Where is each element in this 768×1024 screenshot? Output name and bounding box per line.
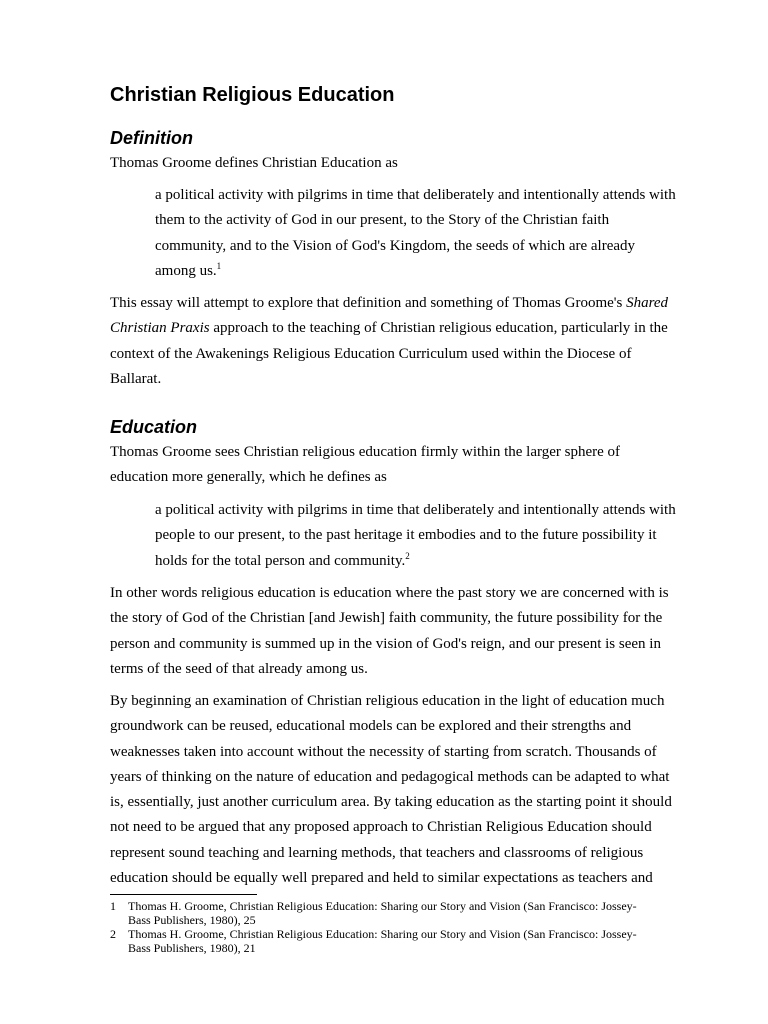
footnote-line: Bass Publishers, 1980), 21 bbox=[128, 941, 256, 955]
essay-line: Ballarat. bbox=[110, 370, 162, 387]
footnote-separator bbox=[110, 894, 257, 895]
quote-line: people to our present, to the past heritage it embodies and to the future possibility it bbox=[155, 527, 657, 544]
quote-line: holds for the total person and community. bbox=[155, 552, 406, 569]
page-title: Christian Religious Education bbox=[110, 84, 395, 106]
essay-italic-text: Shared bbox=[626, 295, 669, 311]
education-intro-line: education more generally, which he defines as bbox=[110, 469, 387, 486]
essay-line: context of the Awakenings Religious Education Curriculum used within the Diocese of bbox=[110, 345, 632, 362]
education-intro-line: Thomas Groome sees Christian religious education firmly within the larger sphere of bbox=[110, 444, 621, 460]
footnote-number: 2 bbox=[110, 927, 116, 941]
education-intro bbox=[110, 440, 710, 491]
education-paragraph-1 bbox=[110, 581, 710, 682]
footnote-ref-2[interactable]: 2 bbox=[405, 550, 410, 561]
definition-quote bbox=[155, 183, 715, 284]
quote-line: among us. bbox=[155, 262, 217, 279]
footnote-line: Bass Publishers, 1980), 25 bbox=[128, 913, 256, 927]
paragraph-line: not need to be argued that any proposed approach to Christian Religious Education should bbox=[110, 819, 652, 836]
essay-text: This essay will attempt to explore that definition and something of Thomas Groome's bbox=[110, 295, 627, 311]
paragraph-line: is, essentially, just another curriculum area. By taking education as the starting point it should bbox=[110, 794, 672, 811]
paragraph-line: years of thinking on the nature of education and pedagogical methods can be adapted to what bbox=[110, 768, 670, 785]
paragraph-line: groundwork can be reused, educational models can be explored and their strengths and bbox=[110, 718, 632, 735]
education-paragraph-2 bbox=[110, 689, 710, 891]
footnote-ref-1[interactable]: 1 bbox=[216, 260, 222, 271]
essay-line bbox=[110, 316, 710, 341]
heading-definition: Definition bbox=[110, 128, 193, 148]
footnote-line: Thomas H. Groome, Christian Religious Education: Sharing our Story and Vision (San Francisco: Jossey- bbox=[128, 899, 637, 913]
paragraph-line: In other words religious education is education where the past story we are concerned with is bbox=[110, 585, 669, 601]
quote-line: a political activity with pilgrims in time that deliberately and intentionally attends with bbox=[155, 502, 676, 518]
paragraph-line: represent sound teaching and learning methods, that teachers and classrooms of religious bbox=[110, 844, 644, 861]
footnote-number: 1 bbox=[110, 899, 116, 913]
quote-line: community, and to the Vision of God's Kingdom, the seeds of which are already bbox=[155, 237, 636, 254]
definition-intro-text: Thomas Groome defines Christian Education as bbox=[110, 155, 398, 171]
essay-italic-text: Christian Praxis bbox=[110, 320, 210, 337]
paragraph-line: person and community is summed up in the vision of God's reign, and our present is seen in bbox=[110, 635, 661, 652]
essay-paragraph bbox=[110, 291, 710, 392]
heading-education: Education bbox=[110, 417, 198, 437]
paragraph-line: By beginning an examination of Christian religious education in the light of education much bbox=[110, 693, 665, 709]
quote-line-last bbox=[155, 259, 715, 284]
quote-line-last bbox=[155, 549, 715, 574]
education-quote bbox=[155, 498, 715, 574]
footnote-text bbox=[128, 927, 688, 955]
paragraph-line: terms of the seed of that already among us. bbox=[110, 660, 368, 677]
quote-line: a political activity with pilgrims in time that deliberately and intentionally attends with bbox=[155, 187, 676, 203]
paragraph-line: weaknesses taken into account without the necessity of starting from scratch. Thousands of bbox=[110, 743, 657, 760]
essay-line bbox=[110, 291, 710, 316]
paragraph-line: the story of God of the Christian [and Jewish] faith community, the future possibility for the bbox=[110, 610, 663, 627]
paragraph-line: education should be equally well prepared and held to similar expectations as teachers and bbox=[110, 870, 653, 887]
footnote-text bbox=[128, 899, 688, 927]
footnote-line: Thomas H. Groome, Christian Religious Education: Sharing our Story and Vision (San Francisco: Jossey- bbox=[128, 927, 637, 941]
definition-intro bbox=[110, 151, 710, 176]
quote-line: them to the activity of God in our present, to the Story of the Christian faith bbox=[155, 212, 610, 229]
essay-text: approach to the teaching of Christian religious education, particularly in the bbox=[209, 320, 668, 337]
